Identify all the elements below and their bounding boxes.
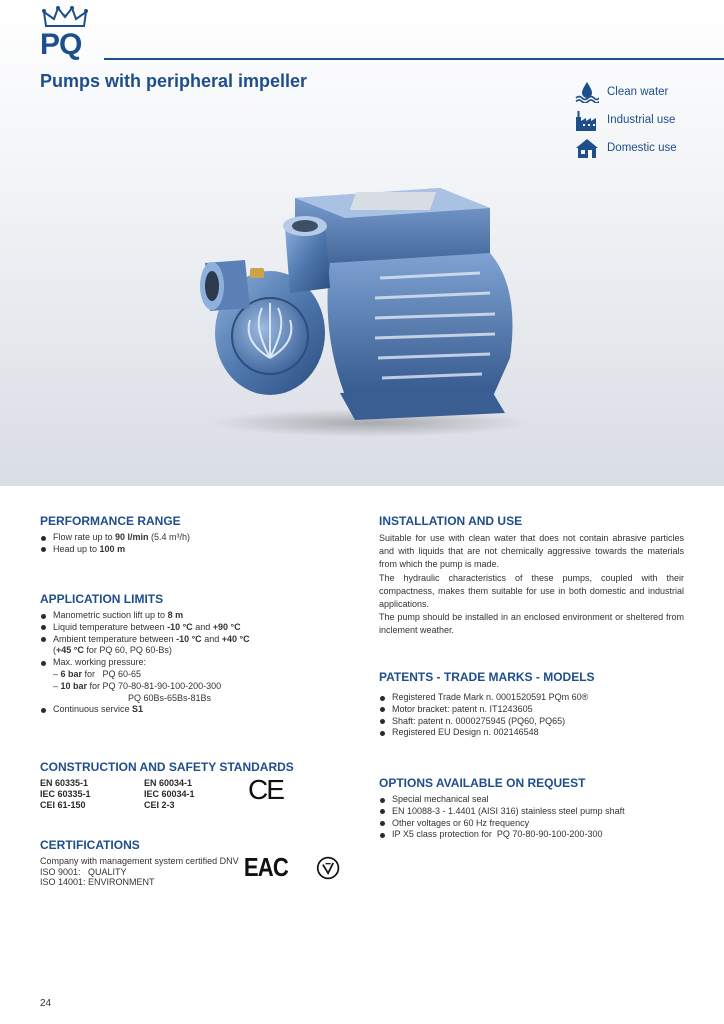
installation-section (379, 514, 684, 638)
cert-line: Company with management system certified DNV (40, 856, 239, 866)
page-number: 24 (40, 998, 52, 1009)
pq-logo (40, 6, 92, 64)
list-item: Registered EU Design n. 002146548 (379, 727, 684, 739)
standard-code: EN 60034-1 (144, 778, 193, 788)
section-heading: OPTIONS AVAILABLE ON REQUEST (379, 776, 586, 790)
standards-grid (40, 778, 248, 811)
section-heading: APPLICATION LIMITS (40, 592, 164, 606)
standard-code: IEC 60335-1 (40, 789, 91, 799)
list-item: Head up to 100 m (40, 544, 340, 556)
use-label: Clean water (607, 86, 669, 98)
use-clean-water (575, 78, 677, 106)
performance-section (40, 514, 340, 556)
section-heading: CONSTRUCTION AND SAFETY STANDARDS (40, 760, 294, 774)
options-section (379, 776, 684, 841)
standards-section (40, 760, 340, 811)
list-item: Registered Trade Mark n. 0001520591 PQm 60® (379, 692, 684, 704)
section-heading: CERTIFICATIONS (40, 838, 140, 852)
factory-icon (575, 109, 599, 131)
cert-line: ISO 9001: QUALITY (40, 866, 127, 877)
crown-icon (42, 6, 88, 30)
list-subitem: (+45 °C for PQ 60, PQ 60-Bs) (53, 645, 172, 656)
list-item: Max. working pressure: (40, 657, 340, 669)
section-heading: PATENTS - TRADE MARKS - MODELS (379, 670, 595, 684)
house-icon (575, 137, 599, 159)
list-item: Liquid temperature between -10 °C and +90 °C (40, 622, 340, 634)
certification-seal-icon (316, 854, 340, 882)
use-label: Domestic use (607, 142, 677, 154)
use-domestic (575, 134, 677, 162)
ce-mark: CE (248, 774, 283, 805)
list-item: Ambient temperature between -10 °C and +40 °C (40, 634, 340, 646)
list-item: Manometric suction lift up to 8 m (40, 610, 340, 622)
list-item: Other voltages or 60 Hz frequency (379, 818, 684, 830)
paragraph: The hydraulic characteristics of these pumps, coupled with their compactness, makes them suitable for use in both domestic and industrial applications. (379, 572, 684, 610)
patents-section (379, 670, 684, 739)
paragraph: The pump should be installed in an enclosed environment or sheltered from inclement weather. (379, 612, 684, 636)
list-item: Motor bracket: patent n. IT1243605 (379, 704, 684, 716)
list-item: EN 10088-3 - 1.4401 (AISI 316) stainless steel pump shaft (379, 806, 684, 818)
logo-text: PQ (40, 28, 82, 61)
section-heading: INSTALLATION AND USE (379, 514, 523, 528)
page-title: Pumps with peripheral impeller (40, 71, 308, 91)
use-label: Industrial use (607, 114, 676, 126)
list-subitem: – 6 bar for PQ 60-65 (53, 668, 142, 679)
use-industrial (575, 106, 677, 134)
standard-code: CEI 2-3 (144, 800, 175, 810)
list-subitem: – 10 bar for PQ 70-80-81-90-100-200-300 (53, 680, 222, 691)
standard-code: EN 60335-1 (40, 778, 89, 788)
header-rule (104, 58, 724, 60)
paragraph: Suitable for use with clean water that does not contain abrasive particles and with liquids that are not chemically aggressive towards the materials from which the pump is made. (379, 533, 684, 570)
list-item: Shaft: patent n. 0000275945 (PQ60, PQ65) (379, 716, 684, 728)
list-item: Special mechanical seal (379, 794, 684, 806)
list-item: Continuous service S1 (40, 704, 340, 716)
list-item: Flow rate up to 90 l/min (5.4 m³/h) (40, 532, 340, 544)
water-drop-icon (575, 81, 599, 103)
section-heading: PERFORMANCE RANGE (40, 514, 181, 528)
eac-mark: EAC (243, 852, 288, 882)
use-list (575, 78, 677, 162)
application-limits-section (40, 592, 340, 716)
standard-code: IEC 60034-1 (144, 789, 195, 799)
certifications-section (40, 838, 340, 888)
pump-image (190, 168, 535, 438)
list-subitem: PQ 60Bs-65Bs-81Bs (128, 692, 212, 703)
list-item: IP X5 class protection for PQ 70-80-90-100-200-300 (379, 829, 684, 841)
standard-code: CEI 61-150 (40, 800, 86, 810)
cert-line: ISO 14001: ENVIRONMENT (40, 877, 155, 887)
